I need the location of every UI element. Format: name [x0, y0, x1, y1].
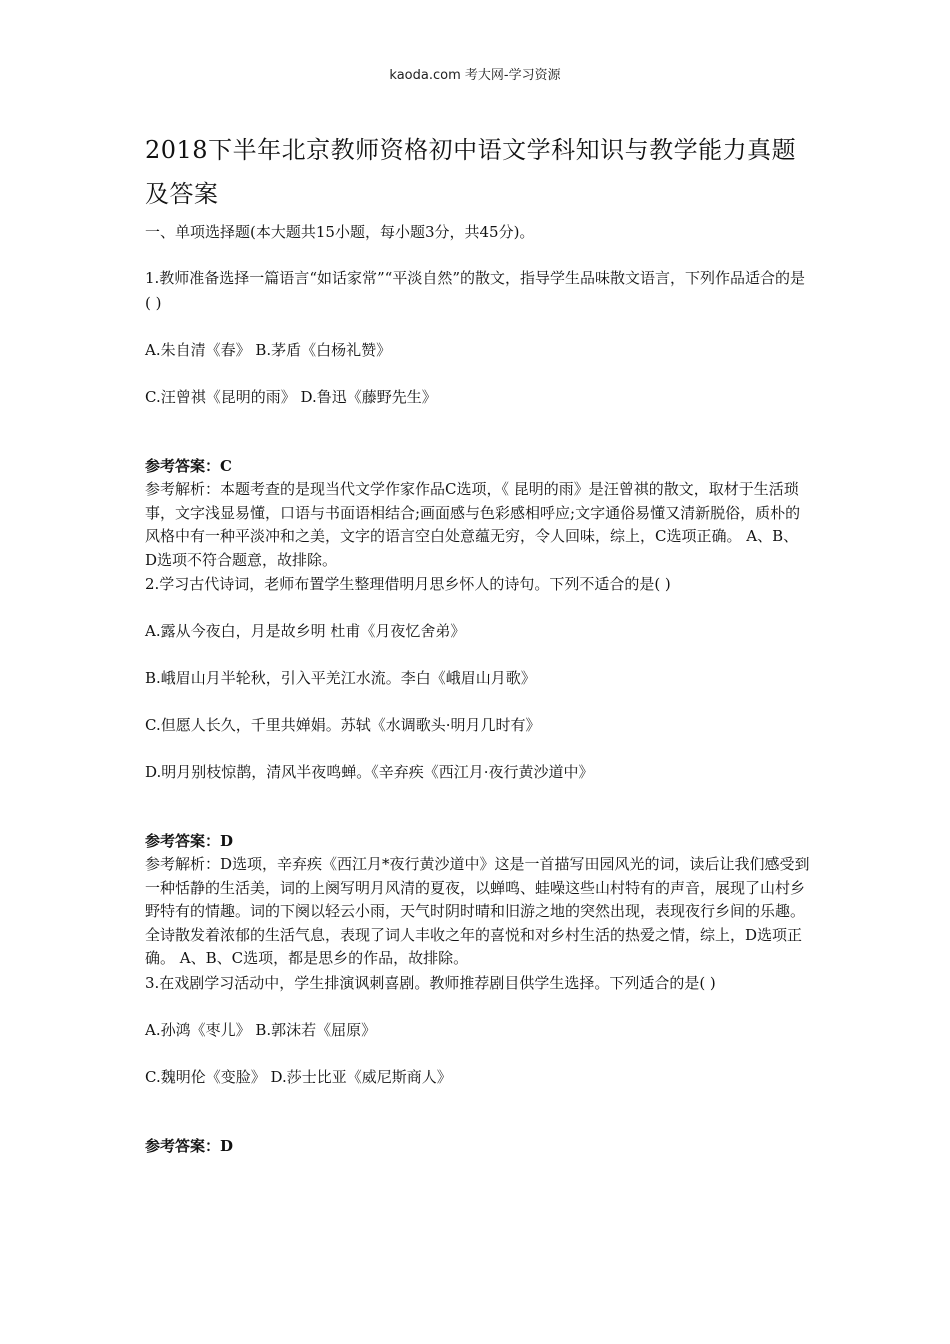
answer-label: 参考答案：D [145, 1136, 234, 1155]
document-title: 2018下半年北京教师资格初中语文学科知识与教学能力真题及答案 [145, 136, 797, 208]
answer-analysis: 参考解析：D选项，辛弃疾《西江月*夜行黄沙道中》这是一首描写田园风光的词，读后让我们感受到一种恬静的生活美，词的上阕写明月风清的夏夜，以蝉鸣、蛙噪这些山村特有的声音，展现了山村乡野特有的情趣。词的下阕以轻云小雨，天气时阴时晴和旧游之地的突然出现，表现夜行乡间的乐趣。全诗散发着浓郁的生活气息，表现了词人丰收之年的喜悦和对乡村生活的热爱之情，综上，D选项正确。 A、B、C选项，都是思乡的作品，故排除。 [145, 855, 810, 967]
document-content [145, 128, 810, 1158]
option-line: A.朱自清《春》 B.茅盾《白杨礼赞》 [145, 341, 392, 359]
option-line: C.魏明伦《变脸》 D.莎士比亚《威尼斯商人》 [145, 1067, 452, 1086]
question-stem: 3.在戏剧学习活动中，学生排演讽刺喜剧。教师推荐剧目供学生选择。下列适合的是( ) [145, 973, 716, 992]
question-stem: 1.教师准备选择一篇语言“如话家常”“平淡自然”的散文，指导学生品味散文语言，下列作品适合的是( ) [145, 269, 805, 312]
answer-analysis: 参考解析：本题考查的是现当代文学作家作品C选项，《 昆明的雨》是汪曾祺的散文，取材于生活琐事，文字浅显易懂，口语与书面语相结合;画面感与色彩感相呼应;文字通俗易懂又清新脱俗，质朴的风格中有一种平淡冲和之美，文字的语言空白处意蕴无穷，令人回味，综上，C选项正确。 A、B、D选项不符合题意，故排除。 [145, 480, 801, 569]
answer-label: 参考答案：D [145, 832, 234, 850]
option-line: B.峨眉山月半轮秋，引入平羌江水流。李白《峨眉山月歌》 [145, 669, 536, 687]
question-stem: 2.学习古代诗词，老师布置学生整理借明月思乡怀人的诗句。下列不适合的是( ) [145, 575, 671, 593]
question-1 [145, 266, 810, 572]
question-3 [145, 971, 810, 1158]
option-line: D.明月别枝惊鹊，清风半夜鸣蝉。《辛弃疾《西江月·夜行黄沙道中》 [145, 763, 594, 781]
section-heading: 一、单项选择题(本大题共15小题，每小题3分，共45分)。 [145, 223, 535, 241]
option-line: C.汪曾祺《昆明的雨》 D.鲁迅《藤野先生》 [145, 388, 437, 406]
option-line: A.孙鸿《枣儿》 B.郭沫若《屈原》 [145, 1020, 377, 1039]
option-line: C.但愿人长久，千里共婵娟。苏轼《水调歌头·明月几时有》 [145, 716, 541, 734]
answer-label: 参考答案：C [145, 457, 232, 475]
site-header: kaoda.com 考大网-学习资源 [389, 68, 561, 83]
question-2 [145, 572, 810, 971]
option-line: A.露从今夜白，月是故乡明 杜甫《月夜忆舍弟》 [145, 622, 466, 640]
